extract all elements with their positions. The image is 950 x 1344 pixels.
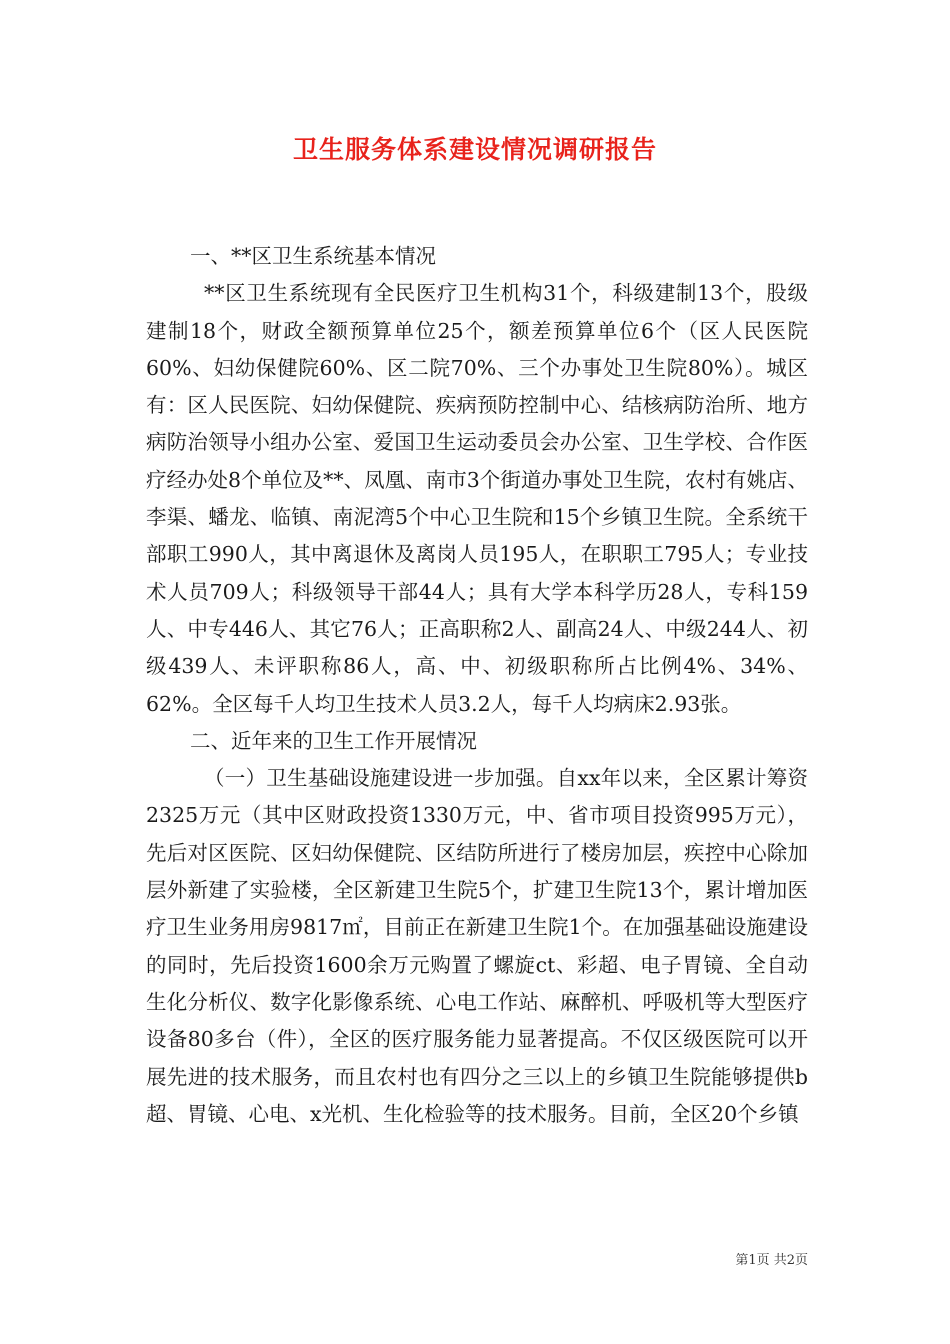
section-1-paragraph: **区卫生系统现有全民医疗卫生机构31个，科级建制13个，股级建制18个，财政全额预算单位25个，额差预算单位6个（区人民医院60%、妇幼保健院60%、区二院70%、三个办事处卫生院80%）。城区有：区人民医院、妇幼保健院、疾病预防控制中心、结核病防治所、地方病防治领导小组办公室、爱国卫生运动委员会办公室、卫生学校、合作医疗经办处8个单位及**、凤凰、南市3个街道办事处卫生院，农村有姚店、李渠、蟠龙、临镇、南泥湾5个中心卫生院和15个乡镇卫生院。全系统干部职工990人，其中离退休及离岗人员195人，在职职工795人；专业技术人员709人；科级领导干部44人；具有大学本科学历28人，专科159人、中专446人、其它76人；正高职称2人、副高24人、中级244人、初级439人、未评职称86人，高、中、初级职称所占比例4%、34%、62%。全区每千人均卫生技术人员3.2人，每千人均病床2.93张。 — [146, 281, 808, 716]
document-body — [146, 238, 808, 1133]
section-heading-1: 一、**区卫生系统基本情况 — [190, 244, 436, 268]
page-number-footer: 第1页 共2页 — [735, 1253, 808, 1268]
section-heading-2: 二、近年来的卫生工作开展情况 — [190, 728, 477, 753]
section-2-paragraph: （一）卫生基础设施建设进一步加强。自xx年以来，全区累计筹资2325万元（其中区财政投资1330万元，中、省市项目投资995万元），先后对区医院、区妇幼保健院、区结防所进行了楼房加层，疾控中心除加层外新建了实验楼，全区新建卫生院5个，扩建卫生院13个，累计增加医疗卫生业务用房9817㎡，目前正在新建卫生院1个。在加强基础设施建设的同时，先后投资1600余万元购置了螺旋ct、彩超、电子胃镜、全自动生化分析仪、数字化影像系统、心电工作站、麻醉机、呼吸机等大型医疗设备80多台（件），全区的医疗服务能力显著提高。不仅区级医院可以开展先进的技术服务，而且农村也有四分之三以上的乡镇卫生院能够提供b超、胃镜、心电、x光机、生化检验等的技术服务。目前，全区20个乡镇 — [146, 766, 808, 1126]
document-title: 卫生服务体系建设情况调研报告 — [292, 135, 657, 164]
